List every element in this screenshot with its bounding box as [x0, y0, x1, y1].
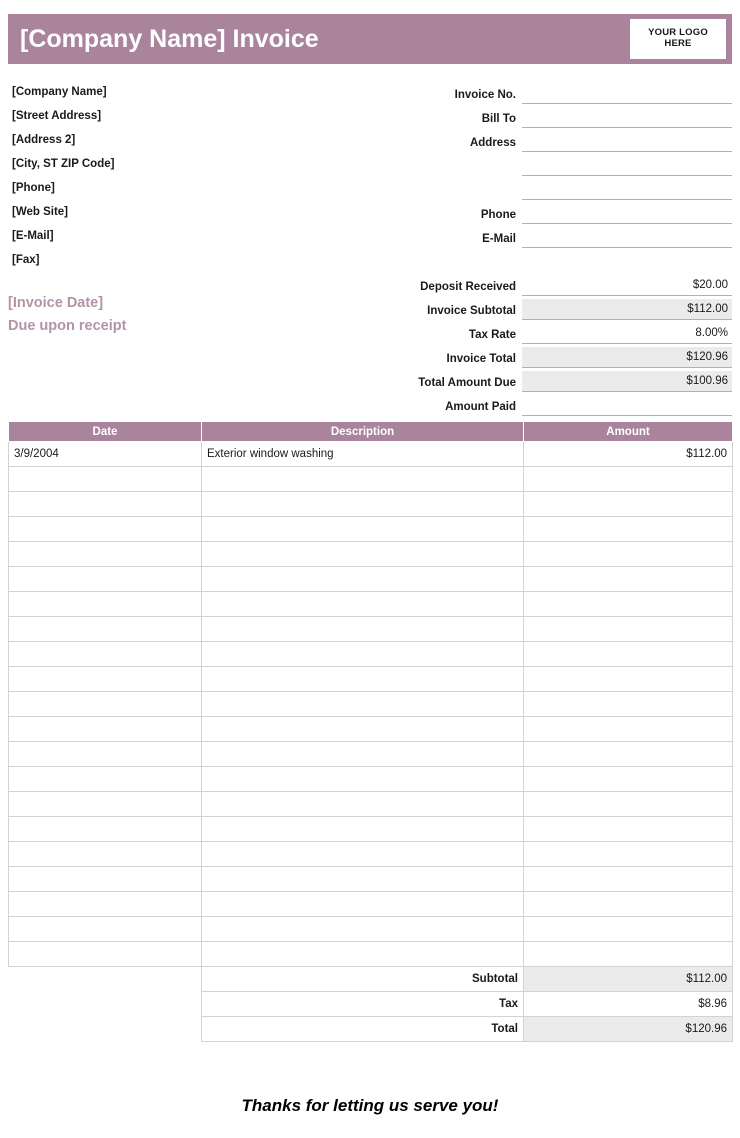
invoice-fields: [330, 80, 732, 416]
logo-line-2: HERE: [664, 38, 692, 49]
company-address-line: [Street Address]: [12, 110, 102, 122]
field-value[interactable]: $100.96: [522, 371, 732, 392]
cell-description[interactable]: [202, 742, 524, 767]
field-row: [330, 320, 732, 344]
table-row[interactable]: [9, 867, 733, 892]
cell-date[interactable]: [9, 467, 202, 492]
field-label: Invoice No.: [454, 89, 516, 101]
totals-row: [9, 1017, 733, 1042]
cell-date[interactable]: [9, 492, 202, 517]
table-row[interactable]: [9, 767, 733, 792]
field-label: [330, 269, 522, 272]
cell-description[interactable]: [202, 817, 524, 842]
cell-date[interactable]: [9, 617, 202, 642]
field-value[interactable]: [522, 131, 732, 152]
cell-amount[interactable]: [524, 517, 733, 542]
field-label: Address: [469, 137, 516, 149]
cell-amount[interactable]: [524, 492, 733, 517]
cell-date[interactable]: [9, 742, 202, 767]
field-label: [330, 197, 522, 200]
cell-description[interactable]: [202, 467, 524, 492]
cell-date[interactable]: [9, 542, 202, 567]
cell-description[interactable]: [202, 917, 524, 942]
cell-date[interactable]: [9, 917, 202, 942]
company-address-block: [12, 80, 312, 272]
cell-date[interactable]: [9, 692, 202, 717]
cell-amount[interactable]: [524, 842, 733, 867]
cell-description[interactable]: [202, 517, 524, 542]
cell-amount[interactable]: [524, 592, 733, 617]
field-label: Invoice Total: [446, 353, 516, 365]
cell-date[interactable]: [9, 642, 202, 667]
field-value[interactable]: $112.00: [522, 299, 732, 320]
totals-value: $120.96: [524, 1017, 733, 1042]
field-row: [330, 392, 732, 416]
cell-description[interactable]: [202, 842, 524, 867]
cell-date[interactable]: [9, 842, 202, 867]
field-label: Bill To: [481, 113, 516, 125]
column-header-description: Description: [202, 422, 524, 442]
cell-description[interactable]: [202, 717, 524, 742]
field-label: Deposit Received: [420, 281, 516, 293]
field-value[interactable]: [522, 227, 732, 248]
field-row: [330, 368, 732, 392]
cell-description[interactable]: [202, 692, 524, 717]
cell-description[interactable]: [202, 667, 524, 692]
invoice-header: [8, 14, 732, 64]
cell-amount[interactable]: [524, 767, 733, 792]
cell-description[interactable]: [202, 492, 524, 517]
cell-amount[interactable]: [524, 817, 733, 842]
company-address-line: [E-Mail]: [12, 230, 54, 242]
cell-amount[interactable]: [524, 692, 733, 717]
cell-date[interactable]: [9, 817, 202, 842]
table-row[interactable]: [9, 592, 733, 617]
field-row: [330, 248, 732, 272]
table-row[interactable]: [9, 717, 733, 742]
field-value[interactable]: [522, 155, 732, 176]
table-row[interactable]: [9, 692, 733, 717]
company-address-line: [Company Name]: [12, 86, 107, 98]
logo-placeholder[interactable]: [630, 19, 726, 59]
cell-date[interactable]: [9, 792, 202, 817]
invoice-date-block: [8, 292, 338, 338]
invoice-date[interactable]: [Invoice Date]: [8, 295, 104, 311]
field-row: [330, 104, 732, 128]
page-title: [Company Name] Invoice: [20, 24, 319, 53]
totals-label: Subtotal: [202, 967, 524, 992]
cell-amount[interactable]: [524, 467, 733, 492]
table-row[interactable]: [9, 667, 733, 692]
cell-amount[interactable]: [524, 667, 733, 692]
cell-amount[interactable]: [524, 717, 733, 742]
cell-date[interactable]: [9, 892, 202, 917]
totals-spacer: [9, 992, 202, 1017]
cell-amount[interactable]: [524, 617, 733, 642]
totals-value: $8.96: [524, 992, 733, 1017]
totals-value: $112.00: [524, 967, 733, 992]
field-value[interactable]: [522, 83, 732, 104]
cell-date[interactable]: 3/9/2004: [9, 442, 202, 467]
field-row: [330, 152, 732, 176]
cell-amount[interactable]: [524, 642, 733, 667]
footer-note: Thanks for letting us serve you!: [241, 1096, 499, 1115]
totals-label: Total: [202, 1017, 524, 1042]
logo-line-1: YOUR LOGO: [648, 27, 708, 39]
cell-description[interactable]: [202, 567, 524, 592]
table-row[interactable]: [9, 842, 733, 867]
table-row[interactable]: [9, 942, 733, 967]
cell-date[interactable]: [9, 717, 202, 742]
field-value[interactable]: [522, 179, 732, 200]
cell-description[interactable]: [202, 792, 524, 817]
table-row[interactable]: [9, 642, 733, 667]
field-value[interactable]: $120.96: [522, 347, 732, 368]
cell-amount[interactable]: [524, 742, 733, 767]
field-row: [330, 200, 732, 224]
cell-description[interactable]: [202, 542, 524, 567]
column-header-amount: Amount: [524, 422, 733, 442]
table-row[interactable]: [9, 892, 733, 917]
table-row[interactable]: [9, 442, 733, 467]
cell-amount[interactable]: [524, 892, 733, 917]
cell-date[interactable]: [9, 867, 202, 892]
field-label: Tax Rate: [468, 329, 516, 341]
cell-description[interactable]: [202, 867, 524, 892]
totals-row: [9, 992, 733, 1017]
table-row[interactable]: [9, 542, 733, 567]
field-value[interactable]: $20.00: [522, 275, 732, 296]
company-address-line: [Web Site]: [12, 206, 69, 218]
field-value[interactable]: [522, 395, 732, 416]
field-label: Invoice Subtotal: [427, 305, 516, 317]
field-value[interactable]: [522, 107, 732, 128]
cell-date[interactable]: [9, 767, 202, 792]
cell-description[interactable]: [202, 942, 524, 967]
cell-description[interactable]: Exterior window washing: [202, 442, 524, 467]
table-row[interactable]: [9, 792, 733, 817]
line-items-table: [8, 421, 733, 1042]
cell-amount[interactable]: [524, 792, 733, 817]
field-label: [330, 173, 522, 176]
table-row[interactable]: [9, 467, 733, 492]
cell-amount[interactable]: [524, 917, 733, 942]
table-row[interactable]: [9, 567, 733, 592]
cell-description[interactable]: [202, 617, 524, 642]
cell-date[interactable]: [9, 942, 202, 967]
field-label: Total Amount Due: [418, 377, 516, 389]
field-row: [330, 296, 732, 320]
field-row: [330, 344, 732, 368]
field-label: Phone: [480, 209, 516, 221]
cell-date[interactable]: [9, 592, 202, 617]
table-header-row: [9, 422, 733, 442]
table-row[interactable]: [9, 492, 733, 517]
cell-date[interactable]: [9, 567, 202, 592]
table-row[interactable]: [9, 742, 733, 767]
cell-description[interactable]: [202, 892, 524, 917]
payment-terms: Due upon receipt: [8, 318, 127, 334]
field-value[interactable]: [522, 203, 732, 224]
field-row: [330, 128, 732, 152]
table-row[interactable]: [9, 517, 733, 542]
cell-amount[interactable]: [524, 542, 733, 567]
cell-date[interactable]: [9, 517, 202, 542]
line-items-body: [9, 442, 733, 1042]
field-row: [330, 80, 732, 104]
cell-amount[interactable]: [524, 867, 733, 892]
table-row[interactable]: [9, 917, 733, 942]
field-row: [330, 224, 732, 248]
field-label: Amount Paid: [445, 401, 516, 413]
company-address-line: [City, ST ZIP Code]: [12, 158, 115, 170]
field-row: [330, 176, 732, 200]
table-row[interactable]: [9, 617, 733, 642]
totals-row: [9, 967, 733, 992]
column-header-date: Date: [9, 422, 202, 442]
cell-amount[interactable]: [524, 942, 733, 967]
totals-spacer: [9, 967, 202, 992]
company-address-line: [Phone]: [12, 182, 55, 194]
field-value[interactable]: 8.00%: [522, 323, 732, 344]
totals-label: Tax: [202, 992, 524, 1017]
cell-amount[interactable]: $112.00: [524, 442, 733, 467]
cell-description[interactable]: [202, 767, 524, 792]
cell-amount[interactable]: [524, 567, 733, 592]
field-row: [330, 272, 732, 296]
cell-date[interactable]: [9, 667, 202, 692]
field-label: E-Mail: [482, 233, 516, 245]
company-address-line: [Fax]: [12, 254, 40, 266]
table-row[interactable]: [9, 817, 733, 842]
totals-spacer: [9, 1017, 202, 1042]
cell-description[interactable]: [202, 642, 524, 667]
cell-description[interactable]: [202, 592, 524, 617]
company-address-line: [Address 2]: [12, 134, 76, 146]
